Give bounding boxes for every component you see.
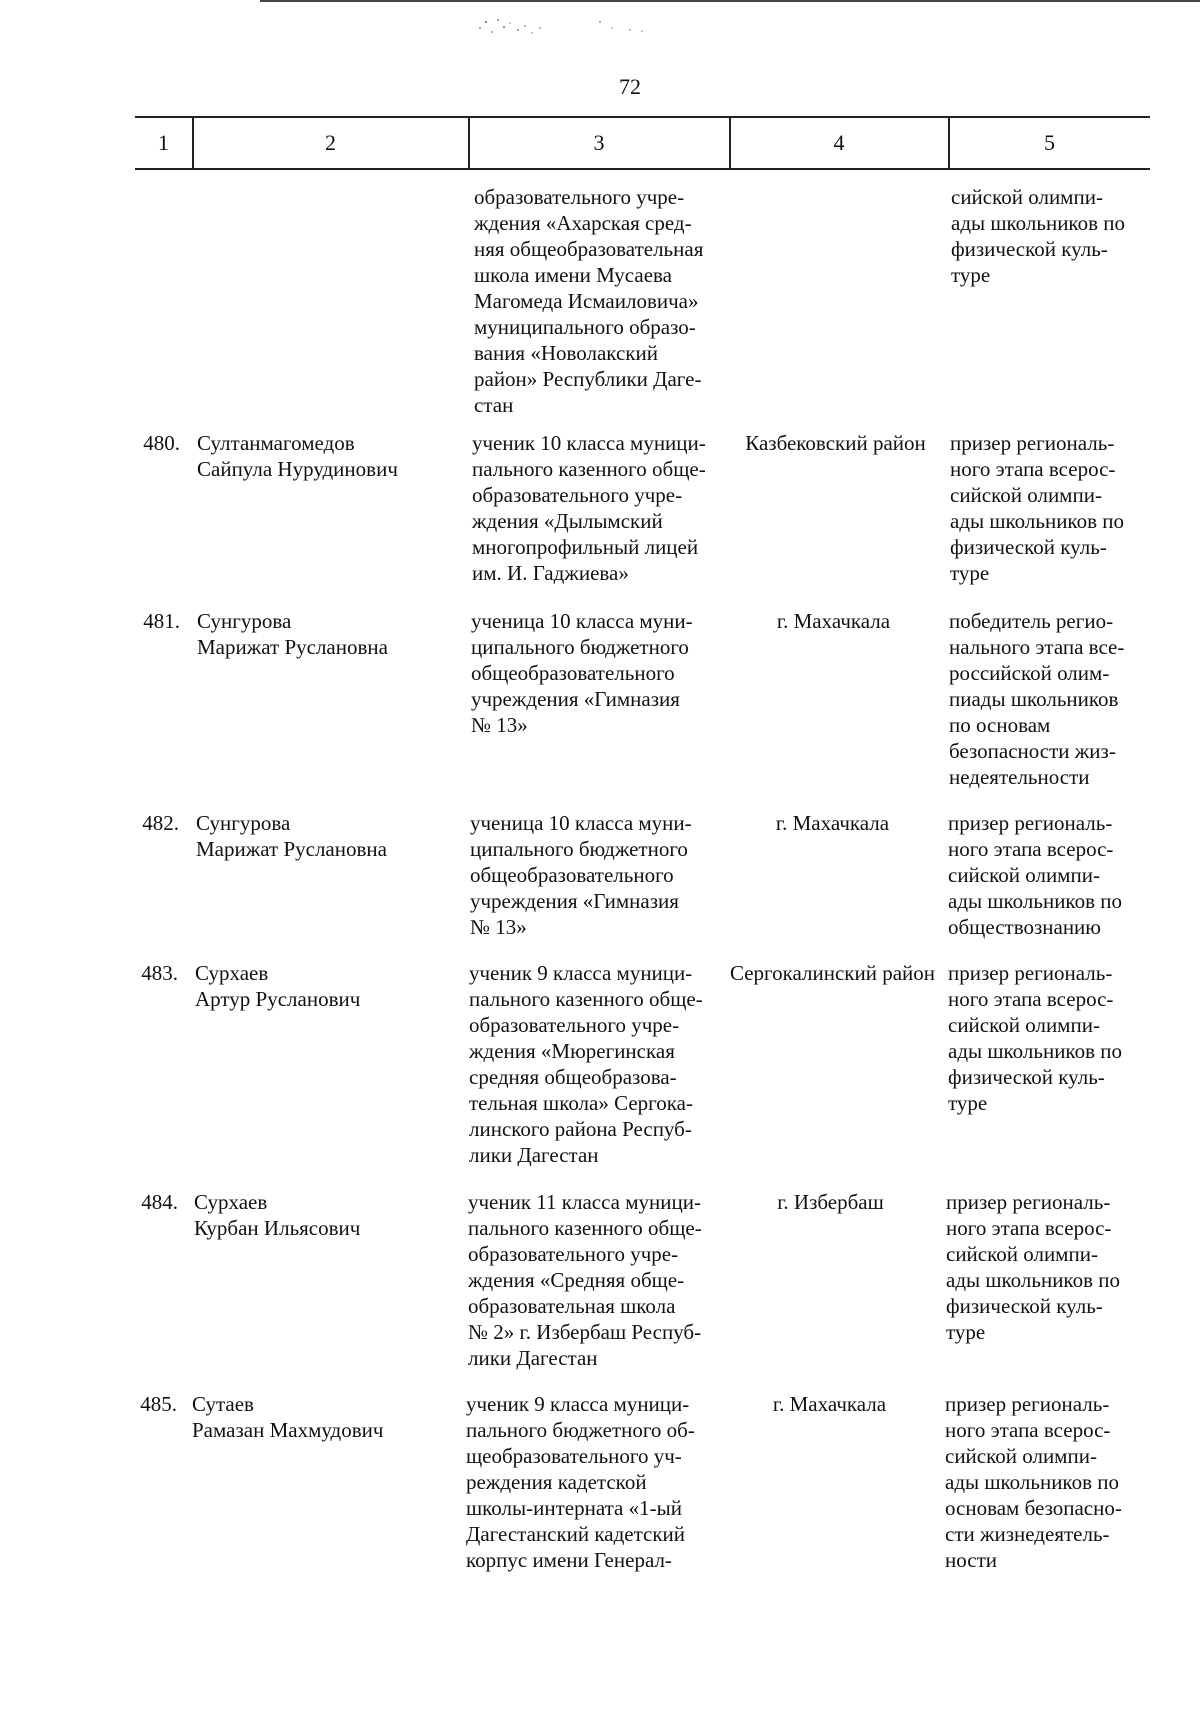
header-col-3: 3	[593, 130, 605, 155]
location: г. Избербаш	[777, 1190, 884, 1214]
header-col-4: 4	[833, 130, 845, 155]
continuation-description: образовательного учре- ждения «Ахарская сред- няя общеобразовательная школа имени Мусаева Магомеда Исмаиловича» муниципального образо- вания «Новолакский район» Республики Даге- стан	[474, 185, 704, 417]
person-name: Сунгурова Марижат Руслановна	[196, 811, 387, 861]
location: г. Махачкала	[775, 811, 890, 835]
award-status: призер региональ- ного этапа всерос- сийской олимпи- ады школьников по основам безопасно- сти жизнедеятель- ности	[945, 1392, 1122, 1572]
row-number: 481.	[143, 609, 180, 633]
person-name: Сунгурова Марижат Руслановна	[197, 609, 388, 659]
header-col-5: 5	[1044, 130, 1055, 155]
continuation-status: сийской олимпи- ады школьников по физической куль- туре	[951, 185, 1125, 287]
row-number: 483.	[141, 961, 178, 985]
row-number: 482.	[142, 811, 179, 835]
school-description: ученица 10 класса муни- ципального бюджетного общеобразовательного учреждения «Гимназия № 13»	[470, 811, 692, 939]
header-col-2: 2	[325, 130, 336, 155]
person-name: Сурхаев Курбан Ильясович	[194, 1190, 361, 1240]
award-status: призер региональ- ного этапа всерос- сийской олимпи- ады школьников по физической куль- туре	[948, 961, 1122, 1115]
award-status: призер региональ- ного этапа всерос- сийской олимпи- ады школьников по обществознанию	[948, 811, 1122, 939]
school-description: ученик 9 класса муници- пального бюджетного об- щеобразовательного уч- реждения кадетской школы-интерната «1-ый Дагестанский кадетский корпус имени Генерал-	[466, 1392, 695, 1572]
row-number: 485.	[140, 1392, 177, 1416]
award-status: победитель регио- нального этапа все- российской олим- пиады школьников по основам безопасности жиз- недеятельности	[949, 609, 1125, 789]
table-header	[135, 116, 1150, 170]
school-description: ученик 9 класса муници- пального казенного обще- образовательного учре- ждения «Мюрегинская средняя общеобразова- тельная школа» Сергока- линского района Респуб- лики Дагестан	[469, 961, 703, 1167]
award-status: призер региональ- ного этапа всерос- сийской олимпи- ады школьников по физической куль- туре	[950, 431, 1124, 585]
page-top-rule	[260, 0, 1200, 2]
school-description: ученица 10 класса муни- ципального бюджетного общеобразовательного учреждения «Гимназия № 13»	[471, 609, 693, 737]
location: Казбековский район	[745, 431, 926, 455]
location: г. Махачкала	[776, 609, 891, 633]
school-description: ученик 10 класса муници- пального казенного обще- образовательного учре- ждения «Дылымский многопрофильный лицей им. И. Гаджиева»	[472, 431, 706, 585]
person-name: Сурхаев Артур Русланович	[195, 961, 361, 1011]
person-name: Сутаев Рамазан Махмудович	[192, 1392, 384, 1442]
header-col-1: 1	[158, 130, 169, 155]
person-name: Султанмагомедов Сайпула Нурудинович	[197, 431, 398, 481]
location: Сергокалинский район	[729, 961, 936, 985]
row-number: 480.	[143, 431, 180, 455]
location: г. Махачкала	[772, 1392, 887, 1416]
scan-noise-mark	[470, 8, 720, 48]
page-number: 72	[619, 74, 641, 99]
school-description: ученик 11 класса муници- пального казенного обще- образовательного учре- ждения «Средняя обще- образовательная школа № 2» г. Избербаш Респуб- лики Дагестан	[468, 1190, 702, 1370]
row-number: 484.	[141, 1190, 178, 1214]
award-status: призер региональ- ного этапа всерос- сийской олимпи- ады школьников по физической куль- туре	[946, 1190, 1120, 1344]
